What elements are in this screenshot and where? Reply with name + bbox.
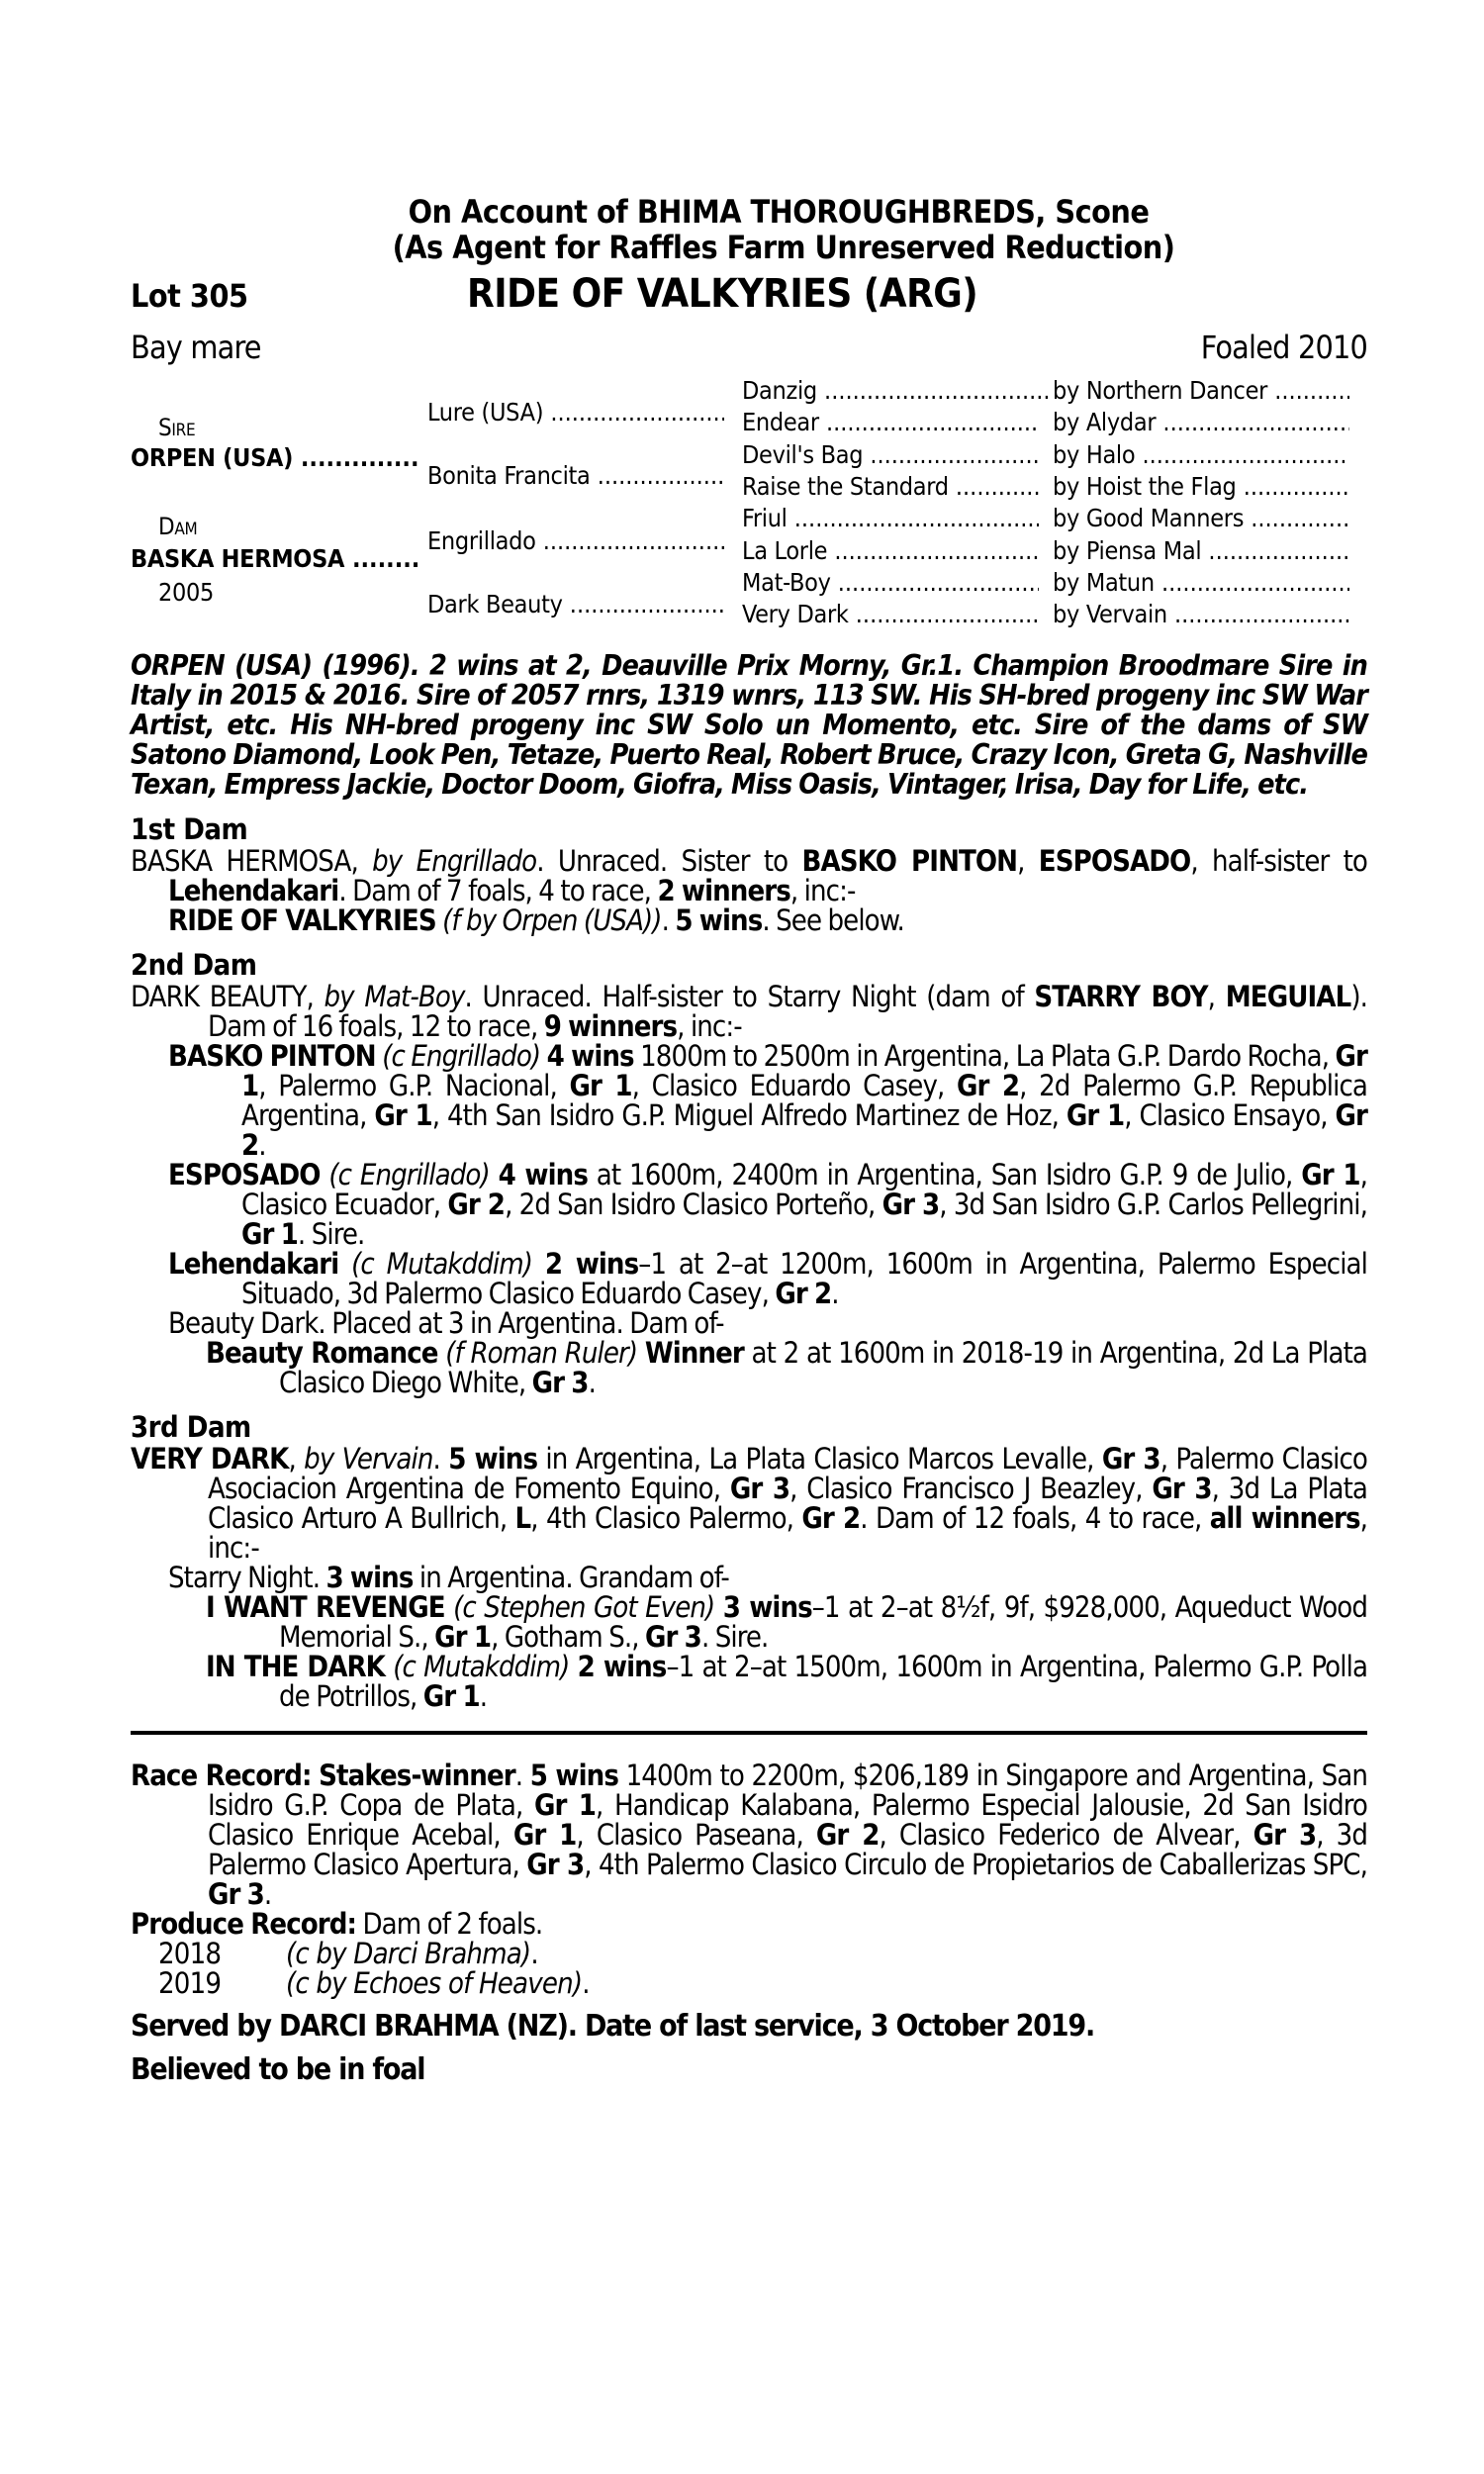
first-dam-progeny: RIDE OF VALKYRIES (f by Orpen (USA)). 5 wins. See below.: [168, 904, 904, 937]
third-dam-title: 3rd Dam: [131, 1410, 251, 1444]
grade: Gr 1: [569, 1069, 632, 1102]
progeny-i-want-revenge: [131, 1592, 1367, 1652]
ggp-name: Mat-Boy: [742, 568, 831, 597]
text: , inc:-: [677, 1009, 742, 1043]
dam-name: VERY DARK: [131, 1442, 289, 1475]
ggp-name: Raise the Standard: [742, 472, 949, 501]
text: in Argentina, La Plata Clasico Marcos Levalle,: [537, 1442, 1102, 1475]
wins: 2 wins: [577, 1650, 667, 1683]
horse-name: STARRY BOY: [1034, 980, 1208, 1013]
text: , 4th Palermo Clasico Circulo de Propietarios de Caballerizas SPC,: [584, 1848, 1367, 1881]
granddam-maternal: [427, 590, 724, 618]
progeny-name: I WANT REVENGE: [206, 1590, 445, 1624]
agent-line: (As Agent for Raffles Farm Unreserved Reduction): [392, 229, 1175, 266]
wins: 2 wins: [544, 1247, 639, 1281]
text: . See below.: [762, 904, 904, 937]
text: , Palermo Clasico Asociacion Argentina de Fomento Equino,: [208, 1442, 1367, 1505]
grade: L: [514, 1501, 531, 1535]
third-dam-entry: VERY DARK, by Vervain. 5 wins in Argentina, La Plata Clasico Marcos Levalle, Gr 3, Palermo Clasico Asociacion Argentina de Fomento Equino, Gr 3, Clasico Francisco J Beazley, Gr 3, 3d La Plata Clasico Arturo A Bullrich, L, 4th Clasico Palermo, Gr 2. Dam of 12 foals, 4 to race, all winners, inc:-: [131, 1442, 1368, 1565]
ggp-7: [742, 568, 1039, 597]
grade: Gr 3: [729, 1472, 790, 1505]
second-dam-entry: DARK BEAUTY, by Mat-Boy. Unraced. Half-sister to Starry Night (dam of STARRY BOY, MEGUIAL). Dam of 16 foals, 12 to race, 9 winners, inc:-: [131, 980, 1367, 1043]
ggp-sire: by Halo: [1053, 440, 1136, 469]
grade: Gr 1: [1066, 1098, 1125, 1132]
ggp-name: Danzig: [742, 376, 817, 405]
wins: 3 wins: [325, 1561, 414, 1594]
ggp-name: Very Dark: [742, 600, 849, 628]
dam-sire: by Engrillado: [372, 844, 537, 878]
sibling-name: ESPOSADO: [1038, 844, 1191, 878]
progeny-starry-night: [131, 1563, 1367, 1592]
ggp-name: Endear: [742, 408, 819, 436]
foal-detail: (c by Darci Brahma): [286, 1937, 531, 1970]
catalogue-page: [131, 194, 1367, 2087]
text: –1 at 2–at 1500m, 1600m in Argentina, Palermo G.P. Polla de Potrillos,: [279, 1650, 1368, 1713]
ggp-2: [742, 408, 1039, 436]
progeny-sire: (f Roman Ruler): [445, 1336, 638, 1370]
grandparent-text: Engrillado: [427, 526, 536, 555]
sire-label: Sire: [158, 414, 196, 441]
ggp-name: Devil's Bag: [742, 440, 864, 469]
grade: Gr 3: [526, 1848, 585, 1881]
wins: 4 wins: [498, 1158, 588, 1191]
text: , 4th San Isidro G.P. Miguel Alfredo Martinez de Hoz,: [431, 1098, 1067, 1132]
text: , Clasico Francisco J Beazley,: [789, 1472, 1153, 1505]
ggp-5-sire: [1053, 504, 1349, 532]
text: , Handicap Kalabana, Palermo Especial Jalousie, 2d San Isidro Clasico Enrique Acebal,: [208, 1788, 1367, 1852]
dam-label: Dam: [158, 513, 198, 540]
text: , Clasico Eduardo Casey,: [631, 1069, 957, 1102]
ggp-1-sire: [1053, 376, 1349, 405]
wins: 5 wins: [529, 1759, 618, 1792]
vendor-line: On Account of BHIMA THOROUGHBREDS, Scone: [408, 193, 1150, 231]
ggp-sire: by Northern Dancer: [1053, 376, 1268, 405]
text: ). Dam of 16 foals, 12 to race,: [208, 980, 1367, 1043]
grade: Gr 3: [645, 1620, 701, 1654]
ggp-4-sire: [1053, 472, 1349, 501]
progeny-basko-pinton: [131, 1041, 1367, 1160]
grade: Gr 1: [512, 1818, 577, 1852]
text: , inc:-: [789, 874, 856, 907]
foal-year: 2018: [158, 1937, 222, 1970]
text: , Palermo G.P. Nacional,: [258, 1069, 570, 1102]
ggp-6-sire: [1053, 536, 1349, 565]
section-divider: [131, 1731, 1367, 1735]
text: , 3d Palermo Clasico Apertura,: [208, 1818, 1367, 1881]
ggp-8: [742, 600, 1039, 628]
pedigree-table: [131, 376, 1367, 643]
text: , 4th Clasico Palermo,: [530, 1501, 802, 1535]
race-record: Race Record: Stakes-winner. 5 wins 1400m to 2200m, $206,189 in Singapore and Argentina, San Isidro G.P. Copa de Plata, Gr 1, Handicap Kalabana, Palermo Especial Jalousie, 2d San Isidro Clasico Enrique Acebal, Gr 1, Clasico Paseana, Gr 2, Clasico Federico de Alvear, Gr 3, 3d Palermo Clasico Apertura, Gr 3, 4th Palermo Clasico Circulo de Propietarios de Caballerizas SPC, Gr 3.: [131, 1759, 1367, 1911]
text: –1 at 2–at 1200m, 1600m in Argentina, Palermo Especial Situado, 3d Palermo Clasico Eduardo Casey,: [241, 1247, 1367, 1310]
text: , 3d San Isidro G.P. Carlos Pellegrini,: [939, 1188, 1368, 1221]
grade: Gr 2: [775, 1277, 832, 1310]
ggp-sire: by Hoist the Flag: [1053, 472, 1237, 501]
ggp-8-sire: [1053, 600, 1349, 628]
progeny-sire: (f by Orpen (USA)): [442, 904, 662, 937]
second-dam-title: 2nd Dam: [131, 948, 257, 982]
progeny-name: ESPOSADO: [168, 1158, 321, 1191]
colour-sex: Bay mare: [131, 329, 261, 366]
produce-foal-row: 2019 (c by Echoes of Heaven).: [131, 1968, 1367, 1998]
wins: 5 wins: [448, 1442, 538, 1475]
text: , half-sister to: [1190, 844, 1367, 878]
grade: Gr 3: [1101, 1442, 1160, 1475]
produce-record: [131, 1909, 1367, 1939]
text: , 2d San Isidro Clasico Porteño,: [505, 1188, 882, 1221]
ggp-sire: by Alydar: [1053, 408, 1157, 436]
ggp-name: Friul: [742, 504, 788, 532]
produce-foal-row: 2018 (c by Darci Brahma).: [131, 1939, 1367, 1968]
text: , inc:-: [208, 1501, 1367, 1565]
lot-number: Lot 305: [131, 277, 248, 315]
grade: Gr 1: [241, 1217, 298, 1251]
wins: 5 wins: [675, 904, 763, 937]
text: , Clasico Federico de Alvear,: [879, 1818, 1253, 1852]
grade: Gr 1: [422, 1679, 480, 1713]
first-dam-title: 1st Dam: [131, 812, 248, 846]
ggp-1: [742, 376, 1051, 405]
foaled-year: Foaled 2010: [1200, 329, 1367, 366]
progeny-sire: (c Engrillado): [382, 1039, 541, 1073]
text: , Clasico Ensayo,: [1124, 1098, 1336, 1132]
grandsire-paternal: [427, 398, 724, 427]
ggp-name: La Lorle: [742, 536, 828, 565]
text: . Sire.: [297, 1217, 365, 1251]
ggp-4: [742, 472, 1039, 501]
text: .: [263, 1877, 272, 1911]
grade: Gr 2: [447, 1188, 506, 1221]
grade: Gr 1: [533, 1788, 597, 1822]
ggp-sire: by Piensa Mal: [1053, 536, 1202, 565]
grade: Gr 2: [956, 1069, 1020, 1102]
progeny-esposado: [131, 1160, 1367, 1249]
grandsire-maternal: [427, 526, 724, 555]
grandparent-text: Dark Beauty: [427, 590, 563, 618]
ggp-sire: by Good Manners: [1053, 504, 1245, 532]
progeny-lehendakari: [131, 1249, 1367, 1308]
progeny-sire: (c Mutakddim): [393, 1650, 570, 1683]
text: in Argentina. Grandam of-: [413, 1561, 729, 1594]
text: .: [588, 1366, 596, 1399]
in-foal-status: Believed to be in foal: [131, 2052, 425, 2087]
dam-sire: by Mat-Boy: [324, 980, 465, 1013]
text: .: [479, 1679, 488, 1713]
text: .: [831, 1277, 839, 1310]
race-status: Stakes-winner: [319, 1759, 515, 1792]
text: , 2d Palermo G.P. Republica Argentina,: [241, 1069, 1368, 1132]
grade: Gr 2: [815, 1818, 880, 1852]
text: .: [258, 1128, 266, 1162]
ggp-3-sire: [1053, 440, 1349, 469]
produce-summary: Dam of 2 foals.: [356, 1907, 543, 1941]
horse-name: RIDE OF VALKYRIES (ARG): [467, 271, 978, 317]
text: at 2 at 1600m in 2018-19 in Argentina, 2d La Plata Clasico Diego White,: [279, 1336, 1367, 1399]
text: , 3d La Plata Clasico Arturo A Bullrich,: [208, 1472, 1368, 1535]
ggp-sire: by Matun: [1053, 568, 1155, 597]
ggp-2-sire: [1053, 408, 1349, 436]
grade: Gr 2: [241, 1098, 1367, 1162]
progeny-name: RIDE OF VALKYRIES: [168, 904, 436, 937]
grandparent-text: Bonita Francita: [427, 461, 591, 490]
ggp-sire: by Vervain: [1053, 600, 1167, 628]
foal-year: 2019: [158, 1966, 222, 2000]
winners-count: 9 winners: [543, 1009, 678, 1043]
text: at 1600m, 2400m in Argentina, San Isidro G.P. 9 de Julio,: [587, 1158, 1302, 1191]
grade: Gr 3: [208, 1877, 264, 1911]
grade: Gr 3: [881, 1188, 940, 1221]
text: , Clasico Paseana,: [576, 1818, 816, 1852]
served-by: Served by DARCI BRAHMA (NZ). Date of last service, 3 October 2019.: [131, 2009, 1094, 2044]
sibling-name: BASKO PINTON: [801, 844, 1018, 878]
text: . Dam of 12 foals, 4 to race,: [860, 1501, 1210, 1535]
wins: 4 wins: [546, 1039, 634, 1073]
foal-detail: (c by Echoes of Heaven): [286, 1966, 583, 2000]
wins: Winner: [644, 1336, 744, 1370]
text: . Dam of 7 foals, 4 to race,: [338, 874, 658, 907]
grade: Gr 1: [1301, 1158, 1360, 1191]
ggp-5: [742, 504, 1039, 532]
ggp-3: [742, 440, 1039, 469]
progeny-beauty-romance: [131, 1338, 1367, 1397]
text: –1 at 2–at 8½f, 9f, $928,000, Aqueduct Wood Memorial S.,: [279, 1590, 1367, 1654]
wins: 3 wins: [722, 1590, 812, 1624]
sire-name-text: ORPEN (USA): [131, 443, 294, 472]
grade: Gr 3: [1252, 1818, 1317, 1852]
sire-blurb: ORPEN (USA) (1996). 2 wins at 2, Deauville Prix Morny, Gr.1. Champion Broodmare Sire in Italy in 2015 & 2016. Sire of 2057 rnrs, 1319 wnrs, 113 SW. His SH-bred progeny inc SW War Artist, etc. His NH-bred progeny inc SW Solo un Momento, etc. Sire of the dams of SW Satono Diamond, Look Pen, Tetaze, Puerto Real, Robert Bruce, Crazy Icon, Greta G, Nashville Texan, Empress Jackie, Doctor Doom, Giofra, Miss Oasis, Vintager, Irisa, Day for Life, etc.: [131, 649, 1367, 801]
progeny-name: BASKO PINTON: [168, 1039, 376, 1073]
text: . Sire.: [700, 1620, 769, 1654]
grade: Gr 1: [241, 1039, 1367, 1102]
lot-row: [131, 271, 1367, 321]
dam-name-text: BASKA HERMOSA: [131, 544, 345, 573]
progeny-beauty-dark: Beauty Dark. Placed at 3 in Argentina. Dam of-: [168, 1306, 724, 1340]
horse-details-row: [131, 321, 1367, 368]
first-dam-entry: BASKA HERMOSA, by Engrillado. Unraced. Sister to BASKO PINTON, ESPOSADO, half-sister to Lehendakari. Dam of 7 foals, 4 to race, 2 winners, inc:-: [131, 844, 1367, 907]
grade: Gr 1: [374, 1098, 432, 1132]
progeny-name: Lehendakari: [168, 1247, 339, 1281]
text: , Clasico Ecuador,: [241, 1158, 1367, 1221]
winners-count: 2 winners: [657, 874, 790, 907]
ggp-6: [742, 536, 1039, 565]
sire-name: [131, 443, 417, 472]
produce-record-label: Produce Record:: [131, 1907, 357, 1941]
text: 1800m to 2500m in Argentina, La Plata G.P. Dardo Rocha,: [633, 1039, 1336, 1073]
granddam-paternal: [427, 461, 724, 490]
ggp-7-sire: [1053, 568, 1349, 597]
text: 1400m to 2200m, $206,189 in Singapore and Argentina, San Isidro G.P. Copa de Plata,: [208, 1759, 1367, 1822]
text: . Unraced. Sister to: [536, 844, 802, 878]
text: . Unraced. Half-sister to Starry Night (dam of: [464, 980, 1035, 1013]
grandparent-text: Lure (USA): [427, 398, 544, 427]
sibling-name: Lehendakari: [168, 874, 339, 907]
grade: Gr 2: [801, 1501, 861, 1535]
race-record-label: Race Record:: [131, 1759, 312, 1792]
grade: Gr 3: [1152, 1472, 1212, 1505]
dam-name: [131, 544, 417, 573]
dam-sire: by Vervain: [304, 1442, 433, 1475]
progeny-sire: (c Engrillado): [328, 1158, 490, 1191]
grade: Gr 1: [434, 1620, 492, 1654]
horse-name: MEGUIAL: [1225, 980, 1351, 1013]
grade: Gr 3: [531, 1366, 589, 1399]
progeny-name: Beauty Romance: [206, 1336, 438, 1370]
winners-count: all winners: [1209, 1501, 1360, 1535]
dam-name: DARK BEAUTY: [131, 980, 307, 1013]
dam-name: BASKA HERMOSA: [131, 844, 351, 878]
dam-year: 2005: [158, 578, 215, 607]
progeny-sire: (c Stephen Got Even): [453, 1590, 715, 1624]
progeny-in-the-dark: [131, 1652, 1367, 1711]
progeny-name: IN THE DARK: [206, 1650, 386, 1683]
text: Starry Night.: [168, 1561, 326, 1594]
text: , Gotham S.,: [491, 1620, 646, 1654]
progeny-sire: (c Mutakddim): [351, 1247, 533, 1281]
